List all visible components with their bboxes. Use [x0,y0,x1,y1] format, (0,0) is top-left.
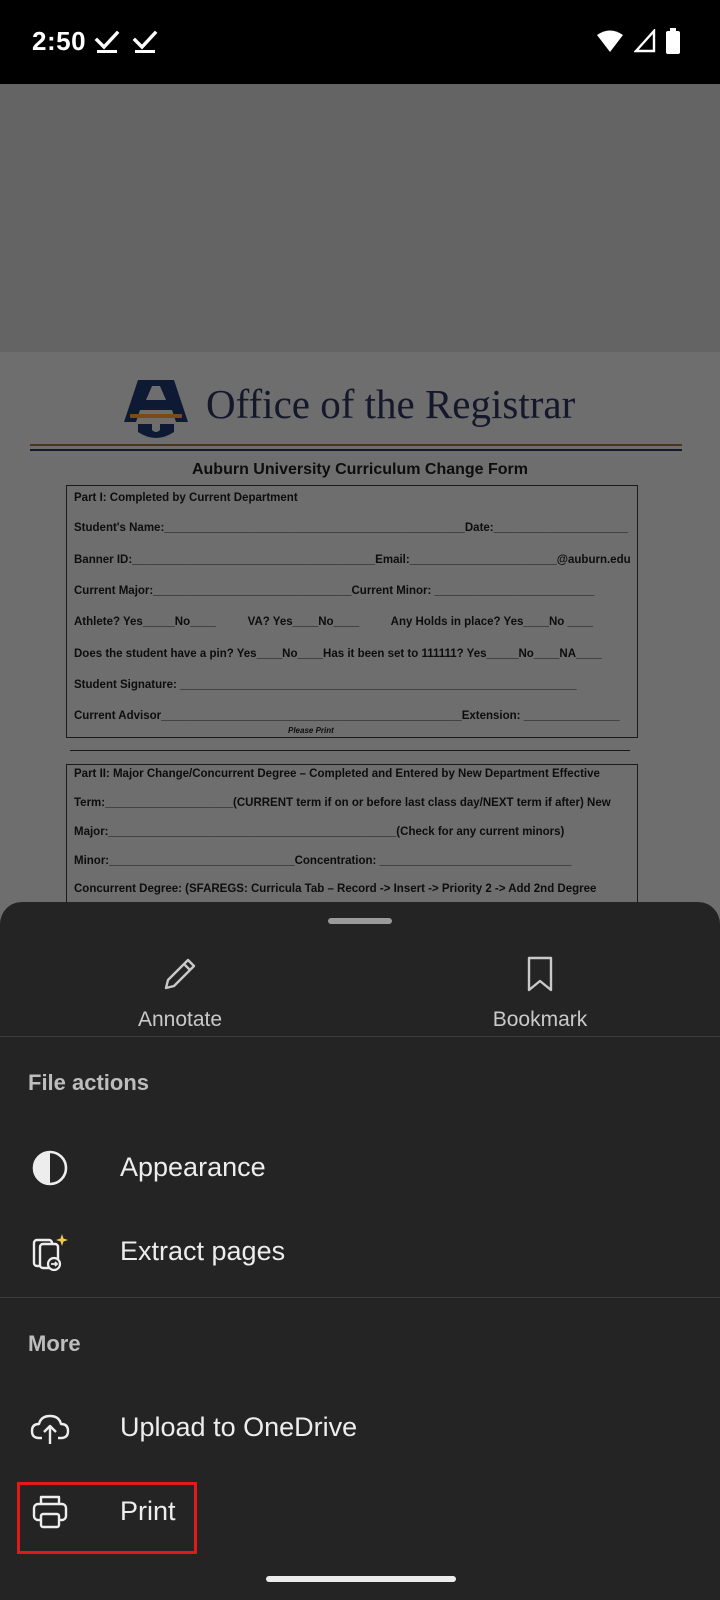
form-title: Auburn University Curriculum Change Form [191,461,529,478]
scrim[interactable] [0,84,720,914]
bookmark-icon [520,954,560,994]
pencil-icon [160,954,200,994]
form-line: Minor:_____________________________Concentration: ______________________________ [74,855,572,867]
upload-to-onedrive-label: Upload to OneDrive [120,1412,358,1442]
sheet-divider [0,1036,720,1037]
sheet-drag-handle[interactable] [328,918,392,924]
form-line: Current Major:_______________________________Current Minor: _________________________ [74,585,595,597]
appearance-menu-item[interactable] [0,1128,720,1208]
form-part-2-heading: Part II: Major Change/Concurrent Degree – Completed and Entered by New Department Effective [74,768,600,780]
form-part-1-heading: Part I: Completed by Current Department [74,492,298,504]
extract-pages-menu-item[interactable] [0,1212,720,1292]
form-line: Student Signature: ______________________________________________________________ [74,679,577,691]
annotate-label: Annotate [137,1008,223,1031]
form-note: Please Print [288,726,334,735]
form-line: Does the student have a pin? Yes____No____Has it been set to 111111? Yes_____No____NA____ [74,648,602,660]
extract-pages-label: Extract pages [120,1236,286,1266]
section-header-file-actions: File actions [28,1070,150,1095]
sheet-divider [0,1297,720,1298]
form-line: Student's Name:_______________________________________________Date:_____________________ [74,522,628,534]
gesture-navigation-bar[interactable] [266,1576,456,1582]
form-line: Major:_____________________________________________(Check for any current minors) [74,826,565,838]
extract-pages-icon [30,1232,70,1272]
bookmark-button[interactable] [440,954,640,1034]
annotate-button[interactable] [80,954,280,1034]
bookmark-label: Bookmark [492,1008,588,1031]
document-header-title: Office of the Registrar [206,381,576,427]
status-time: 2:50 [32,26,87,56]
form-line: Banner ID:______________________________________Email:_______________________@auburn.edu [74,554,631,566]
section-header-more: More [28,1331,81,1356]
form-line: Concurrent Degree: (SFAREGS: Curricula Tab – Record -> Insert -> Priority 2 -> Add 2nd Degree [74,883,597,895]
form-line: Athlete? Yes_____No____ VA? Yes____No____ Any Holds in place? Yes____No ____ [74,616,594,628]
form-line: Current Advisor_______________________________________________Extension: _______________ [74,710,620,722]
appearance-icon [30,1148,70,1188]
upload-to-onedrive-menu-item[interactable] [0,1388,720,1468]
print-label: Print [120,1496,176,1526]
print-highlight-box [17,1482,197,1554]
form-line: Term:____________________(CURRENT term if on or before last class day/NEXT term if after) New [74,797,611,809]
cloud-upload-icon [30,1408,70,1448]
appearance-label: Appearance [120,1152,266,1182]
